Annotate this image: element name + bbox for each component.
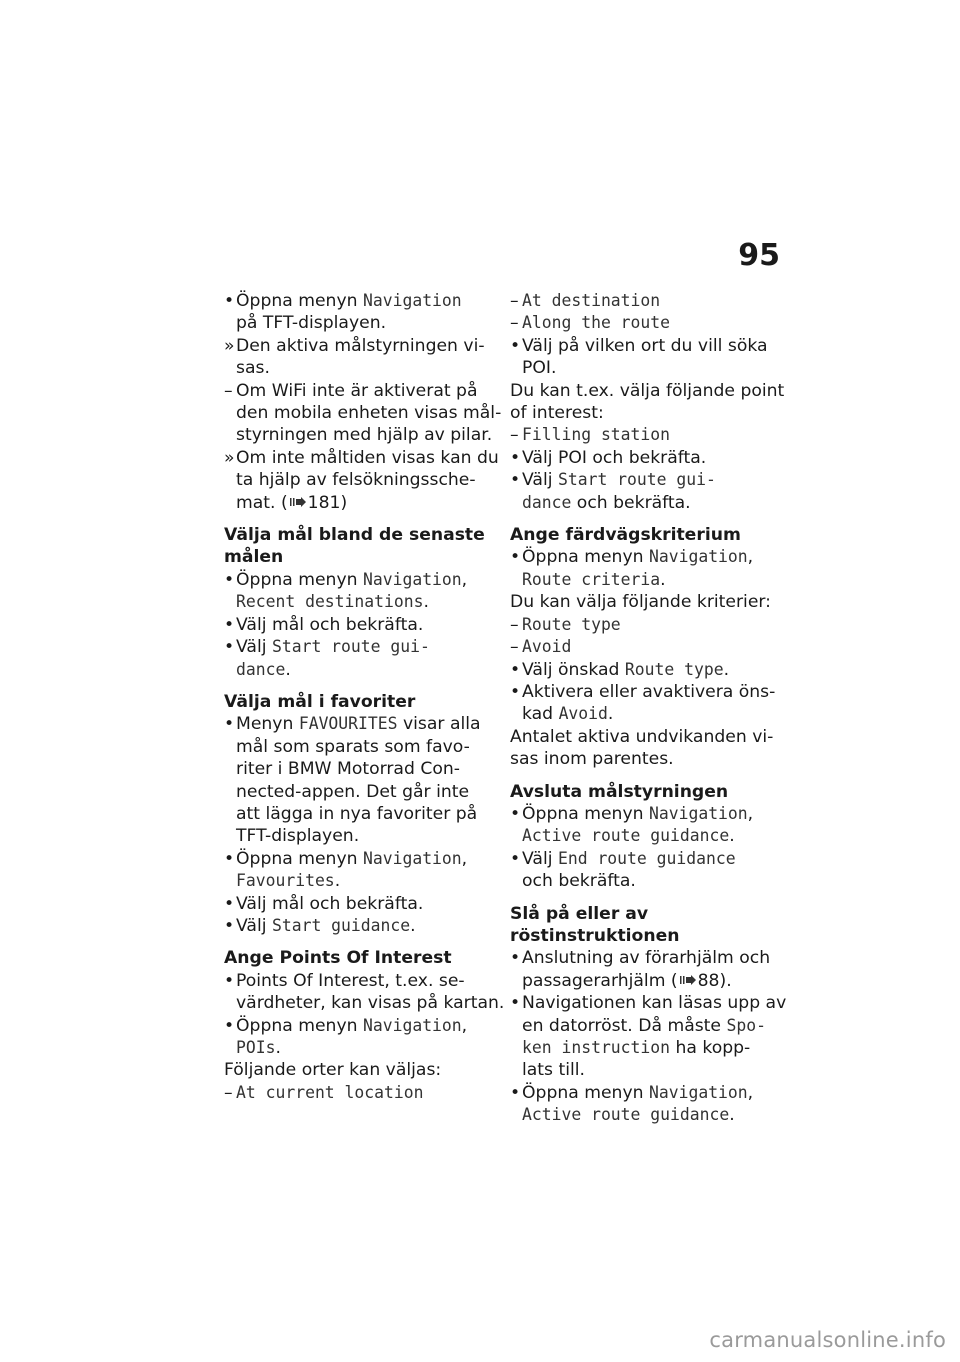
- text: styrningen med hjälp av pilar.: [236, 425, 493, 446]
- list-item: [510, 312, 780, 334]
- bullet-icon: •: [224, 714, 235, 735]
- text: .: [607, 704, 614, 725]
- list-item: [510, 546, 780, 568]
- menu-term: Active route guidance: [522, 1105, 730, 1125]
- list-item: [224, 1015, 492, 1037]
- page-reference-arrow-icon: [680, 975, 696, 985]
- menu-term: FAVOURITES: [298, 714, 398, 734]
- text: .: [723, 659, 730, 680]
- text: mål som sparats som favo-: [236, 736, 470, 757]
- text: sas inom parentes.: [510, 749, 674, 770]
- menu-term: Navigation: [362, 848, 462, 868]
- text: Öppna menyn: [236, 1015, 363, 1036]
- section-heading: Avsluta målstyrningen: [510, 781, 729, 802]
- text: kad: [522, 704, 559, 725]
- list-item: [224, 380, 492, 402]
- list-item: [224, 447, 499, 469]
- menu-term: Navigation: [362, 1015, 462, 1035]
- text: .: [729, 826, 735, 847]
- list-item: [510, 335, 780, 357]
- menu-term: Start route gui-: [557, 470, 716, 490]
- list-item: [224, 893, 492, 915]
- list-item: [224, 1082, 492, 1104]
- text: Menyn: [236, 714, 299, 735]
- menu-term: Route type: [624, 659, 724, 679]
- list-item: [224, 614, 492, 636]
- list-item: [510, 803, 780, 825]
- text: ,: [747, 547, 754, 568]
- dash-icon: –: [224, 380, 233, 401]
- text: Öppna menyn: [522, 1082, 649, 1103]
- list-item: [224, 636, 492, 658]
- text: nected-appen. Det går inte: [236, 781, 470, 802]
- bullet-icon: •: [510, 681, 521, 702]
- bullet-icon: •: [510, 948, 521, 969]
- text: och bekräfta.: [522, 871, 636, 892]
- text: passagerarhjälm (: [522, 970, 678, 991]
- menu-term: Spo-: [726, 1015, 766, 1035]
- list-item: [224, 915, 492, 937]
- bullet-icon: •: [510, 335, 521, 356]
- list-item: [510, 1082, 780, 1104]
- bullet-icon: •: [224, 893, 235, 914]
- menu-term: Navigation: [362, 569, 462, 589]
- section-heading: Välja mål i favoriter: [224, 691, 416, 712]
- bullet-icon: •: [224, 614, 235, 635]
- list-item: [510, 447, 780, 469]
- text: .: [275, 1038, 281, 1058]
- list-item: [224, 970, 492, 992]
- right-column: [510, 290, 787, 1127]
- bullet-icon: •: [224, 1015, 235, 1036]
- text: Välj: [522, 848, 558, 869]
- text: .: [410, 915, 416, 936]
- bullet-icon: •: [510, 547, 521, 568]
- text: mat. (: [236, 492, 288, 513]
- bullet-icon: •: [224, 569, 235, 590]
- text: ,: [461, 569, 468, 590]
- dash-icon: –: [510, 425, 519, 446]
- bullet-icon: •: [510, 803, 521, 824]
- text: Points Of Interest, t.ex. se-: [236, 970, 465, 991]
- text: Öppna menyn: [236, 291, 363, 311]
- bullet-icon: •: [224, 970, 235, 991]
- list-item: [510, 290, 780, 312]
- text: sas.: [236, 358, 270, 379]
- left-column: [224, 290, 505, 1104]
- text: .: [729, 1105, 735, 1126]
- section-heading: målen: [224, 547, 284, 568]
- text: ,: [747, 803, 754, 824]
- bullet-icon: •: [510, 993, 521, 1014]
- menu-term: End route guidance: [557, 848, 736, 868]
- text: ,: [461, 848, 468, 869]
- bullet-icon: •: [224, 291, 235, 311]
- text: den mobila enheten visas mål-: [236, 403, 502, 424]
- page-reference: [510, 970, 780, 992]
- section-heading: Slå på eller av: [510, 903, 649, 924]
- text: Välj: [522, 470, 558, 491]
- list-item: [510, 659, 780, 681]
- menu-term: Recent destinations: [236, 592, 424, 612]
- text: Välj: [236, 637, 272, 658]
- menu-term: Avoid: [522, 637, 572, 657]
- page-number: 95: [738, 238, 780, 273]
- menu-term: At current location: [236, 1082, 424, 1102]
- text: .: [660, 569, 666, 590]
- section-heading: Ange Points Of Interest: [224, 948, 452, 969]
- menu-term: ken instruction: [522, 1038, 671, 1057]
- text: ha kopp-: [670, 1038, 751, 1058]
- bullet-icon: •: [510, 470, 521, 491]
- menu-term: Avoid: [558, 704, 608, 724]
- text: of interest:: [510, 403, 604, 424]
- text: en datorröst. Då måste: [522, 1015, 727, 1036]
- text: Öppna menyn: [236, 569, 363, 590]
- menu-term: At destination: [522, 291, 661, 310]
- dash-icon: –: [224, 1082, 233, 1103]
- list-item: [224, 569, 492, 591]
- text: värdheter, kan visas på kartan.: [236, 993, 505, 1014]
- page-reference-arrow-icon: [290, 497, 306, 507]
- bullet-icon: •: [224, 915, 235, 936]
- text: ta hjälp av felsökningssche-: [236, 470, 476, 491]
- list-item: [510, 681, 780, 703]
- text: ,: [747, 1082, 754, 1103]
- menu-term: Navigation: [648, 1082, 748, 1102]
- text: Anslutning av förarhjälm och: [522, 948, 771, 969]
- list-item: [510, 636, 780, 658]
- section-heading: röstinstruktionen: [510, 925, 680, 946]
- section-heading: Välja mål bland de senaste: [224, 525, 485, 546]
- bullet-icon: •: [510, 848, 521, 869]
- page-ref-number: 88).: [697, 970, 732, 991]
- text: Om inte måltiden visas kan du: [236, 447, 499, 468]
- text: Du kan välja följande kriterier:: [510, 592, 771, 613]
- result-arrow-icon: »: [224, 335, 235, 356]
- bullet-icon: •: [224, 637, 235, 658]
- menu-term: Favourites: [236, 871, 335, 891]
- dash-icon: –: [510, 313, 519, 334]
- list-item: [510, 614, 780, 636]
- list-item: [224, 713, 492, 735]
- text: Välj på vilken ort du vill söka: [522, 335, 768, 356]
- section-heading: Ange färdvägskriterium: [510, 525, 741, 546]
- text: Om WiFi inte är aktiverat på: [236, 380, 478, 401]
- menu-term: POIs: [236, 1038, 276, 1057]
- text: Välj mål och bekräfta.: [236, 614, 424, 635]
- list-item: [510, 947, 780, 969]
- dash-icon: –: [510, 291, 519, 311]
- menu-term: dance: [522, 492, 572, 512]
- text: .: [285, 659, 291, 680]
- text: Följande orter kan väljas:: [224, 1060, 442, 1081]
- result-arrow-icon: »: [224, 447, 235, 468]
- text: på TFT-displayen.: [236, 313, 387, 334]
- text: Välj önskad: [522, 659, 625, 680]
- menu-term: Navigation: [648, 803, 748, 823]
- list-item: [224, 848, 492, 870]
- watermark-link[interactable]: carmanualsonline.info: [709, 1328, 946, 1352]
- text: ,: [461, 1015, 468, 1036]
- text: riter i BMW Motorrad Con-: [236, 759, 460, 780]
- text: Öppna menyn: [236, 848, 363, 869]
- list-item: [510, 992, 787, 1014]
- menu-term: Filling station: [522, 425, 671, 445]
- text: Välj: [236, 915, 272, 936]
- text: Öppna menyn: [522, 803, 649, 824]
- menu-term: Route criteria: [522, 569, 661, 589]
- menu-term: Navigation: [648, 547, 748, 567]
- bullet-icon: •: [224, 848, 235, 869]
- list-item: [224, 290, 492, 312]
- text: Öppna menyn: [522, 547, 649, 568]
- bullet-icon: •: [510, 659, 521, 680]
- list-item: [510, 848, 780, 870]
- text: Aktivera eller avaktivera öns-: [522, 681, 776, 702]
- list-item: [510, 424, 780, 446]
- bullet-icon: •: [510, 1082, 521, 1103]
- text: Den aktiva målstyrningen vi-: [236, 335, 485, 356]
- list-item: [510, 469, 780, 491]
- page-ref-number: 181): [307, 492, 348, 513]
- text: Du kan t.ex. välja följande point: [510, 380, 785, 401]
- menu-term: Along the route: [522, 313, 671, 333]
- menu-term: Start route gui-: [271, 637, 430, 657]
- page-reference: [224, 492, 492, 514]
- menu-term: Active route guidance: [522, 826, 730, 846]
- menu-term: Navigation: [362, 291, 462, 310]
- bullet-icon: •: [510, 447, 521, 468]
- text: .: [334, 871, 341, 892]
- text: och bekräfta.: [571, 492, 691, 513]
- text: visar alla: [397, 714, 481, 735]
- text: TFT-displayen.: [236, 826, 360, 847]
- text: lats till.: [522, 1060, 585, 1081]
- text: att lägga in nya favoriter på: [236, 803, 478, 824]
- text: .: [423, 592, 429, 613]
- menu-term: dance: [236, 659, 286, 679]
- text: Välj mål och bekräfta.: [236, 893, 424, 914]
- menu-term: Route type: [522, 614, 621, 634]
- text: POI.: [522, 358, 557, 379]
- text: Navigationen kan läsas upp av: [522, 993, 787, 1014]
- text: Välj POI och bekräfta.: [522, 447, 707, 468]
- list-item: [224, 335, 492, 357]
- dash-icon: –: [510, 614, 519, 635]
- menu-term: Start guidance: [271, 915, 411, 935]
- dash-icon: –: [510, 637, 519, 658]
- text: Antalet aktiva undvikanden vi-: [510, 726, 774, 747]
